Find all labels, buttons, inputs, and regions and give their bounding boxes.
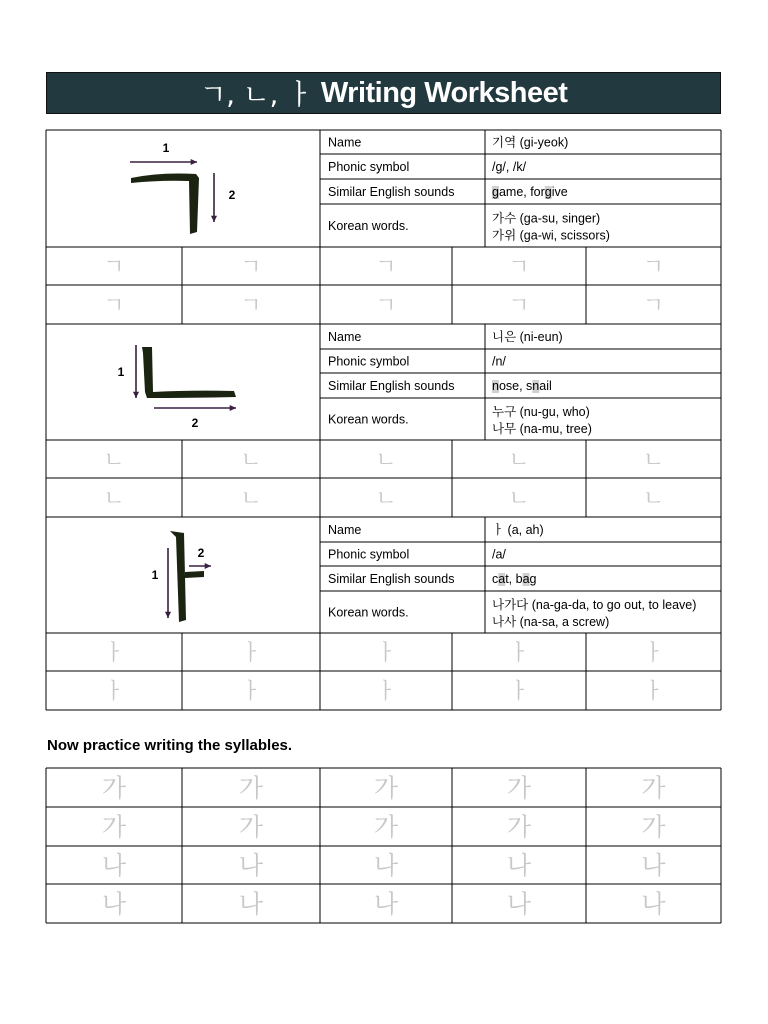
trace-glyph: ㅏ: [642, 641, 665, 666]
stroke-number: 1: [162, 141, 170, 155]
trace-glyph: ㄴ: [103, 448, 125, 473]
row-label-similar: Similar English sounds: [328, 379, 455, 393]
syllable-trace: 나: [506, 851, 532, 880]
trace-glyph: ㄱ: [508, 293, 530, 319]
korean-word-1: 가수 (ga-su, singer): [492, 211, 601, 226]
stroke-number: 2: [191, 416, 199, 430]
korean-word-2: 가위 (ga-wi, scissors): [492, 228, 610, 243]
phonic-value: /a/: [492, 547, 506, 562]
trace-glyph: ㄱ: [103, 293, 125, 319]
syllable-trace: 가: [238, 773, 264, 803]
similar-sounds-value: cat, bag: [492, 572, 537, 586]
syllable-trace: 가: [101, 812, 127, 842]
trace-glyph: ㄴ: [103, 486, 125, 512]
row-label-name: Name: [328, 135, 362, 150]
title-text: Writing Worksheet: [320, 76, 568, 109]
trace-glyph: ㅏ: [375, 641, 397, 666]
trace-glyph: ㄱ: [103, 255, 125, 280]
syllable-trace: 나: [373, 851, 399, 880]
row-label-name: Name: [328, 523, 362, 537]
trace-glyph: ㄱ: [642, 255, 665, 280]
syllable-trace: 가: [506, 812, 532, 842]
row-label-korean: Korean words.: [328, 412, 409, 427]
trace-glyph: ㄱ: [240, 255, 262, 280]
row-label-korean: Korean words.: [328, 605, 409, 620]
syllable-trace: 나: [641, 851, 666, 880]
syllable-trace: 가: [506, 773, 532, 803]
row-label-phonic: Phonic symbol: [328, 547, 410, 562]
syllable-trace: 가: [373, 773, 399, 803]
row-label-similar: Similar English sounds: [328, 572, 455, 586]
korean-word-2: 나사 (na-sa, a screw): [492, 615, 610, 629]
row-label-similar: Similar English sounds: [328, 185, 455, 199]
korean-word-1: 누구 (nu-gu, who): [492, 405, 590, 419]
title-jamo: ㄱ, ㄴ, ㅏ: [199, 78, 313, 111]
phonic-value: /g/, /k/: [492, 160, 527, 174]
syllable-trace: 나: [101, 889, 127, 919]
trace-glyph: ㄴ: [508, 486, 530, 512]
syllable-trace: 나: [506, 889, 532, 919]
trace-glyph: ㅏ: [240, 641, 262, 666]
stroke-number: 2: [228, 188, 236, 202]
trace-glyph: ㄱ: [508, 255, 530, 280]
trace-glyph: ㅏ: [508, 679, 530, 705]
row-label-phonic: Phonic symbol: [328, 160, 410, 174]
name-value: ㅏ (a, ah): [492, 523, 544, 537]
row-label-phonic: Phonic symbol: [328, 354, 410, 369]
syllable-trace: 나: [238, 851, 264, 880]
trace-glyph: ㅏ: [240, 679, 262, 705]
trace-glyph: ㅏ: [103, 641, 125, 666]
syllable-trace: 나: [641, 889, 666, 919]
syllable-trace: 가: [101, 773, 127, 803]
stroke-number: 2: [197, 546, 205, 560]
trace-glyph: ㅏ: [103, 679, 125, 705]
similar-sounds-value: nose, snail: [492, 379, 552, 393]
trace-glyph: ㄱ: [240, 293, 262, 319]
trace-glyph: ㅏ: [642, 679, 665, 705]
trace-glyph: ㄴ: [240, 486, 262, 512]
syllable-trace: 가: [641, 812, 666, 842]
syllable-trace: 가: [373, 812, 399, 842]
name-value: 니은 (ni-eun): [492, 330, 563, 344]
name-value: 기역 (gi-yeok): [492, 135, 569, 150]
row-label-name: Name: [328, 330, 362, 344]
trace-glyph: ㄴ: [642, 448, 665, 473]
syllable-trace: 가: [238, 812, 264, 842]
trace-glyph: ㄴ: [240, 448, 262, 473]
similar-sounds-value: game, forgive: [492, 185, 568, 199]
syllable-trace: 나: [101, 851, 127, 880]
trace-glyph: ㄴ: [375, 486, 397, 512]
trace-glyph: ㄱ: [375, 293, 397, 319]
syllable-trace: 나: [373, 889, 399, 919]
trace-glyph: ㄴ: [508, 448, 530, 473]
trace-glyph: ㅏ: [508, 641, 530, 666]
trace-glyph: ㄴ: [642, 486, 665, 512]
stroke-number: 1: [117, 365, 125, 379]
trace-glyph: ㄴ: [375, 448, 397, 473]
practice-heading: Now practice writing the syllables.: [47, 737, 293, 754]
stroke-number: 1: [151, 568, 159, 582]
korean-word-2: 나무 (na-mu, tree): [492, 422, 592, 436]
phonic-value: /n/: [492, 354, 506, 369]
korean-word-1: 나가다 (na-ga-da, to go out, to leave): [492, 598, 697, 612]
row-label-korean: Korean words.: [328, 219, 409, 233]
syllable-trace: 나: [238, 889, 264, 919]
syllable-trace: 가: [641, 773, 666, 803]
trace-glyph: ㅏ: [375, 679, 397, 705]
syllable-grid: [46, 768, 721, 923]
trace-glyph: ㄱ: [642, 293, 665, 319]
trace-glyph: ㄱ: [375, 255, 397, 280]
